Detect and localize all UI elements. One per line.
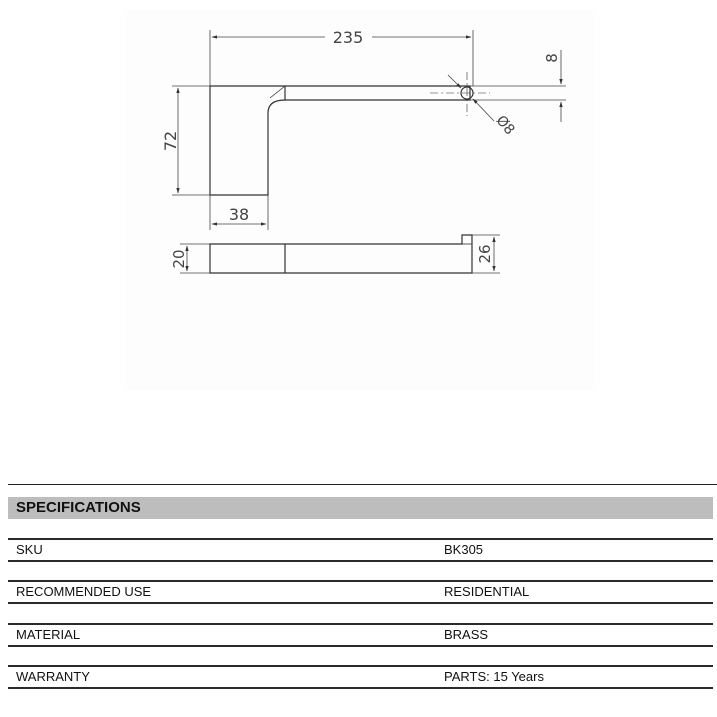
spec-label: SKU <box>16 542 43 557</box>
spec-row-warranty <box>8 665 713 689</box>
dim-label-20: 20 <box>170 249 188 269</box>
spec-label: RECOMMENDED USE <box>16 584 152 599</box>
inner-curve-line <box>270 86 285 98</box>
side-view <box>210 235 472 273</box>
specifications-header <box>8 497 713 519</box>
spec-value: PARTS: 15 Years <box>444 669 544 684</box>
dim-label-38: 38 <box>228 205 250 224</box>
dim-label-235: 235 <box>332 28 364 47</box>
top-view <box>210 72 490 195</box>
dimension-20 <box>170 246 188 271</box>
spec-value: BK305 <box>444 542 484 557</box>
spec-row-sku <box>8 538 713 562</box>
dimension-diameter-8 <box>448 75 518 138</box>
spec-value: BRASS <box>444 627 489 642</box>
technical-drawing <box>125 10 595 390</box>
spec-row-recommended-use <box>8 580 713 604</box>
spec-row-material <box>8 623 713 647</box>
spec-label: WARRANTY <box>16 669 90 684</box>
side-profile-outline <box>210 235 472 273</box>
section-divider <box>8 484 717 485</box>
dim-label-26: 26 <box>476 244 494 264</box>
dim-label-72: 72 <box>161 130 180 152</box>
dimension-38 <box>212 205 266 224</box>
holder-body-outline <box>210 86 470 195</box>
dim-label-8: 8 <box>543 53 561 63</box>
dimension-72 <box>161 88 180 193</box>
side-extension-lines <box>180 235 500 273</box>
product-dimension-diagram <box>125 10 595 390</box>
specifications-title: SPECIFICATIONS <box>16 499 141 516</box>
spec-value: RESIDENTIAL <box>444 584 530 599</box>
dim-label-diameter-8: Ø8 <box>492 112 518 139</box>
dimension-235 <box>212 28 471 47</box>
spec-label: MATERIAL <box>16 627 81 642</box>
dimension-26 <box>476 237 494 271</box>
